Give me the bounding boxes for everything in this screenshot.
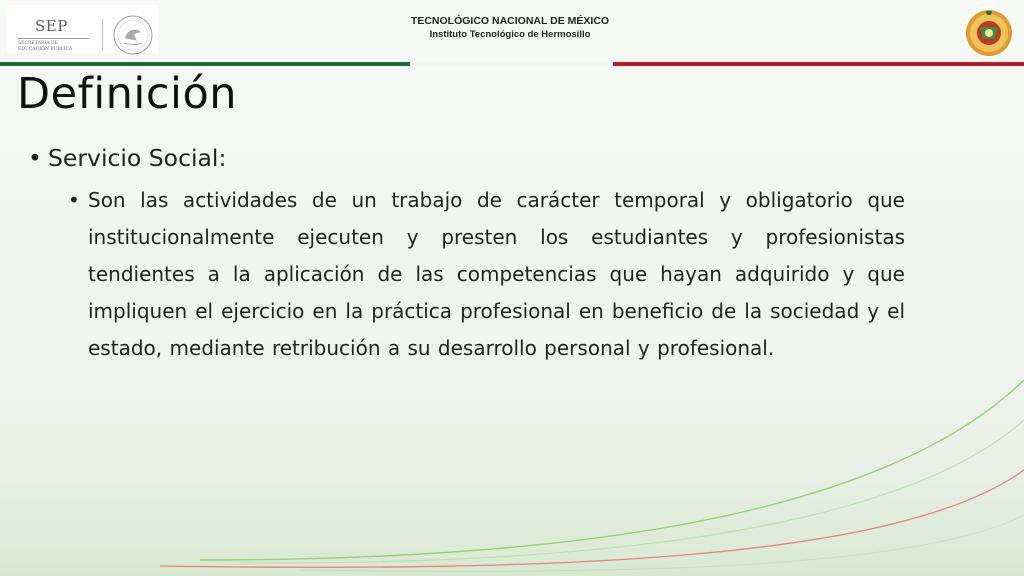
sep-subtitle — [18, 41, 72, 53]
ith-logo — [962, 5, 1016, 59]
bullet-level2 — [68, 182, 905, 367]
slide-content — [28, 141, 905, 367]
sep-subtitle-line2: EDUCACIÓN PÚBLICA — [18, 47, 73, 52]
sep-divider — [102, 19, 103, 51]
background-glow — [0, 466, 1024, 576]
institution-name: TECNOLÓGICO NACIONAL DE MÉXICO — [410, 15, 610, 27]
sep-rule — [17, 38, 89, 39]
bullet-level1 — [28, 141, 905, 175]
bullet-level1-text: Servicio Social: — [48, 144, 227, 172]
stripe-white — [410, 62, 613, 66]
page-title: Definición — [17, 69, 237, 119]
sep-subtitle-line1: SECRETARÍA DE — [18, 41, 59, 46]
bullet-level2-text: Son las actividades de un trabajo de carácter temporal y obligatorio que institucionalmente ejecuten y presten los estudiantes y profesionistas tendientes a la aplicación de las competencias que hayan adquirido y que impliquen el ejercicio en la práctica profesional en beneficio de la sociedad y el estado, mediante retribución a su desarrollo personal y profesional. — [88, 188, 905, 360]
bullet-glyph: • — [68, 188, 80, 212]
bullet-glyph: • — [28, 144, 42, 172]
campus-name: Instituto Tecnológico de Hermosillo — [429, 29, 591, 40]
mexico-seal-icon — [112, 14, 154, 56]
stripe-red — [613, 62, 1024, 66]
sep-logo — [6, 5, 158, 53]
institution-header — [360, 15, 660, 41]
sep-abbr: SEP — [35, 17, 68, 35]
